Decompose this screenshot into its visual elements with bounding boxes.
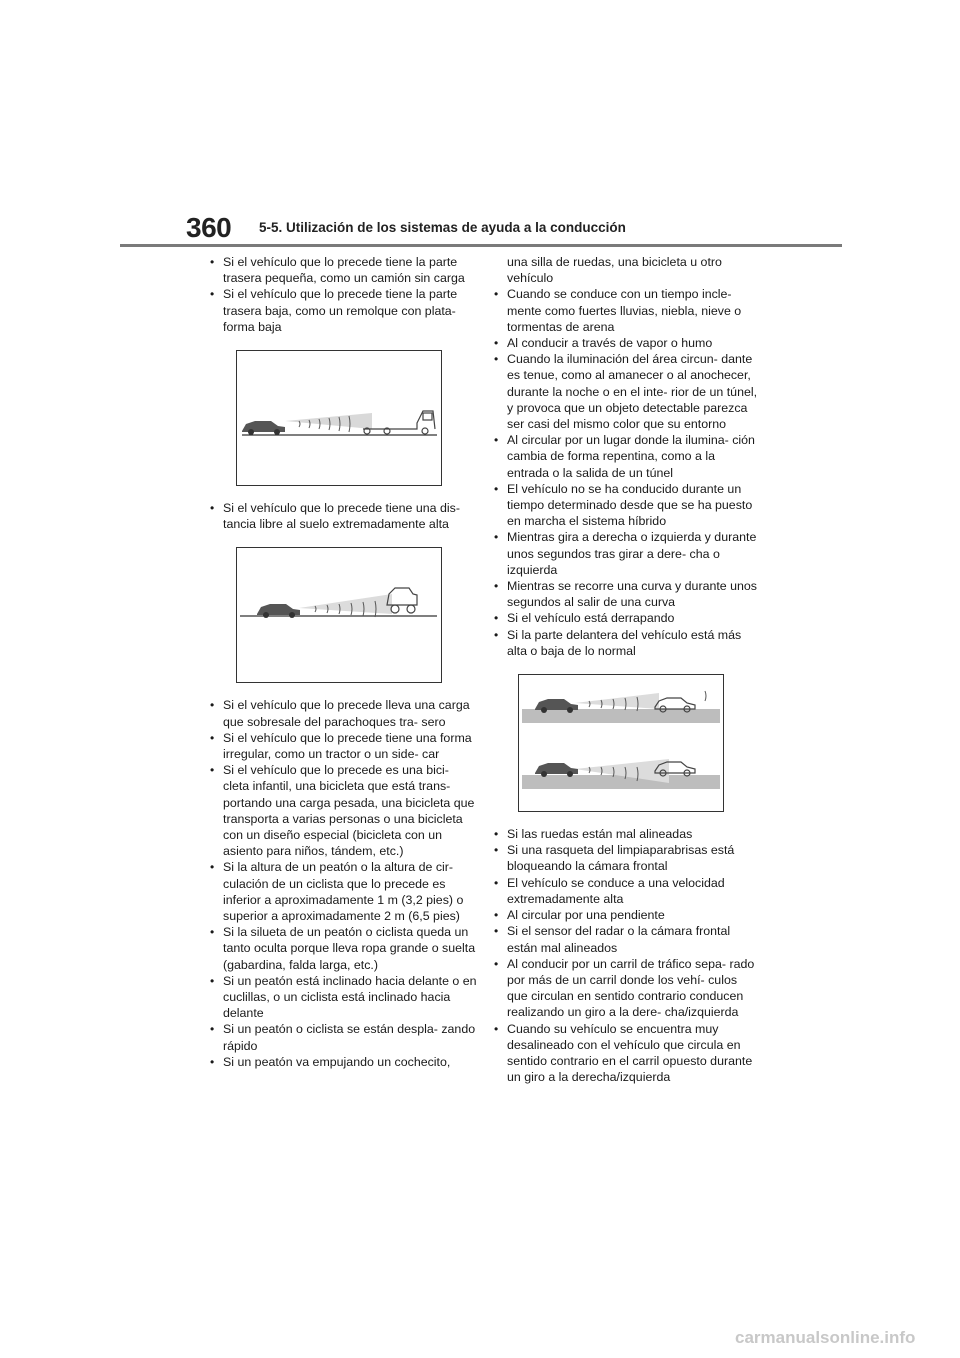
figure-high-clearance (236, 547, 442, 683)
list-item: • Si el vehículo que lo precede tiene una forma irregular, como un tractor o un side- car (207, 730, 477, 762)
list-item: • Al conducir a través de vapor o humo (491, 335, 759, 351)
list-item: • Si el vehículo que lo precede tiene una dis- tancia libre al suelo extremadamente alta (207, 500, 477, 532)
list-item: • Cuando la iluminación del área circun- dante es tenue, como al amanecer o al anochecer, durante la noche o en el inte- rior de un túnel, y provoca que un objeto detectable parezca ser casi del mismo color que su entorno (491, 351, 759, 432)
continuation-text: una silla de ruedas, una bicicleta u otro vehículo (507, 255, 722, 286)
car-following-truck-illustration (237, 351, 441, 485)
list-item: • Si el vehículo que lo precede tiene la parte trasera pequeña, como un camión sin carga (207, 254, 477, 286)
list-item: • Si el vehículo que lo precede tiene la parte trasera baja, como un remolque con plata- forma baja (207, 286, 477, 335)
right-list-1 (491, 254, 759, 659)
list-item: • Al circular por una pendiente (491, 907, 759, 923)
list-item: • El vehículo no se ha conducido durante un tiempo determinado desde que se ha puesto en marcha el sistema híbrido (491, 481, 759, 530)
list-item: • Si el sensor del radar o la cámara frontal están mal alineados (491, 923, 759, 955)
list-item-continuation (491, 254, 759, 286)
list-item: • Al conducir por un carril de tráfico sepa- rado por más de un carril donde los vehí- culos que circulan en sentido contrario conducen realizando un giro a la dere- cha/izquierda (491, 956, 759, 1021)
list-item: • Cuando se conduce con un tiempo incle- mente como fuertes lluvias, niebla, nieve o tormentas de arena (491, 286, 759, 335)
list-item: • Si el vehículo que lo precede es una bici- cleta infantil, una bicicleta que está trans- portando una carga pesada, una bicicleta que transporta a varias personas o una bicicleta con un diseño especial (bicicleta con un asiento para niños, tándem, etc.) (207, 762, 477, 859)
list-item: • Mientras se recorre una curva y durante unos segundos al salir de una curva (491, 578, 759, 610)
right-column (491, 254, 759, 1085)
list-item: • Si un peatón o ciclista se están despla- zando rápido (207, 1021, 477, 1053)
list-item: • Si la parte delantera del vehículo está más alta o baja de lo normal (491, 627, 759, 659)
left-list-1 (207, 254, 477, 335)
page-number: 360 (186, 212, 232, 243)
list-item: • El vehículo se conduce a una velocidad extremadamente alta (491, 875, 759, 907)
list-item: • Si la silueta de un peatón o ciclista queda un tanto oculta porque lleva ropa grande o suelta (gabardina, falda larga, etc.) (207, 924, 477, 973)
section-title: 5-5. Utilización de los sistemas de ayuda a la conducción (259, 220, 626, 235)
list-item: • Cuando su vehículo se encuentra muy desalineado con el vehículo que circula en sentido contrario en el carril opuesto durante un giro a la derecha/izquierda (491, 1021, 759, 1086)
list-item: • Mientras gira a derecha o izquierda y durante unos segundos tras girar a dere- cha o izquierda (491, 529, 759, 578)
header-rule (120, 244, 842, 247)
right-list-2 (491, 826, 759, 1085)
watermark: carmanualsonline.info (735, 1328, 916, 1347)
list-item: • Al circular por un lugar donde la ilumina- ción cambia de forma repentina, como a la entrada o la salida de un túnel (491, 432, 759, 481)
list-item: • Si una rasqueta del limpiaparabrisas está bloqueando la cámara frontal (491, 842, 759, 874)
left-list-3 (207, 697, 477, 1070)
list-item: • Si el vehículo que lo precede lleva una carga que sobresale del parachoques tra- sero (207, 697, 477, 729)
figure-truck (236, 350, 442, 486)
left-column (207, 254, 477, 1070)
left-list-2 (207, 500, 477, 532)
list-item: • Si las ruedas están mal alineadas (491, 826, 759, 842)
car-following-on-slope-illustration (519, 675, 723, 811)
car-following-suv-illustration (237, 548, 441, 682)
figure-slope (518, 674, 724, 812)
list-item: • Si la altura de un peatón o la altura de cir- culación de un ciclista que lo precede es inferior a aproximadamente 1 m (3,2 pies) o superior a aproximadamente 2 m (6,5 pies) (207, 859, 477, 924)
list-item: • Si el vehículo está derrapando (491, 610, 759, 626)
list-item: • Si un peatón va empujando un cochecito, (207, 1054, 477, 1070)
list-item: • Si un peatón está inclinado hacia delante o en cuclillas, o un ciclista está inclinado hacia delante (207, 973, 477, 1022)
